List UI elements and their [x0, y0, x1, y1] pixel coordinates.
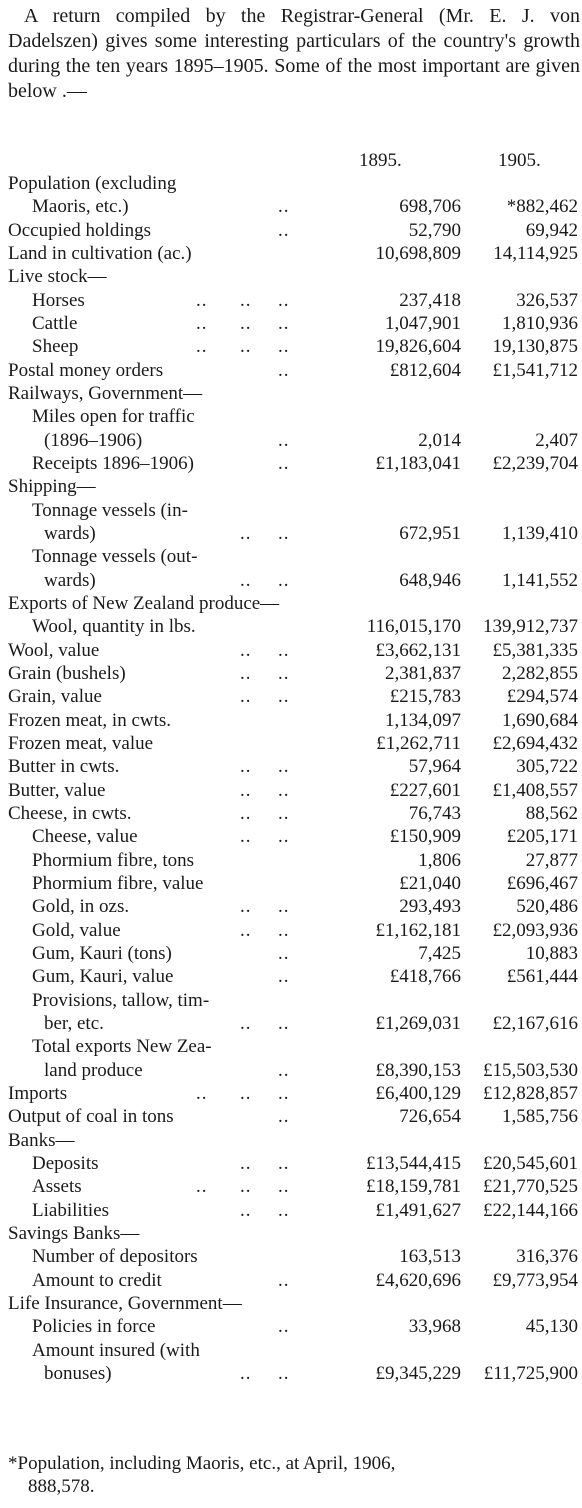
row-label: Policies in force — [32, 1316, 156, 1338]
row-label: Live stock— — [8, 266, 107, 288]
row-label: Butter in cwts. — [8, 756, 120, 778]
value-1905: £2,694,432 — [492, 732, 578, 754]
value-1905: 316,376 — [516, 1246, 578, 1268]
column-header-1895: 1895. — [359, 150, 402, 171]
table-row — [0, 919, 582, 943]
value-1905: 305,722 — [516, 756, 578, 778]
row-label: Provisions, tallow, tim- — [32, 989, 210, 1011]
row-label: Banks— — [8, 1129, 75, 1151]
table-row — [0, 779, 582, 803]
leader-dots: .. — [278, 1176, 290, 1198]
value-1905: £2,093,936 — [492, 919, 578, 941]
value-1895: £8,390,153 — [375, 1059, 461, 1081]
table-row — [0, 265, 582, 289]
row-label: Receipts 1896–1906) — [32, 452, 195, 474]
value-1905: 19,130,875 — [492, 336, 578, 358]
table-row — [0, 172, 582, 196]
value-1905: £696,467 — [506, 872, 578, 894]
value-1905: *882,462 — [506, 196, 578, 218]
row-label: wards) — [44, 569, 96, 591]
value-1905: 520,486 — [516, 896, 578, 918]
row-label: Total exports New Zea- — [32, 1036, 212, 1058]
leader-dots: .. — [240, 312, 252, 334]
leader-dots: .. — [278, 1269, 290, 1291]
value-1905: 1,139,410 — [502, 522, 578, 544]
row-label: land produce — [44, 1059, 143, 1081]
table-row — [0, 312, 582, 336]
value-1895: 1,047,901 — [385, 312, 461, 334]
value-1905: 326,537 — [516, 289, 578, 311]
row-label: Deposits — [32, 1152, 99, 1174]
value-1895: 698,706 — [399, 196, 461, 218]
leader-dots: .. — [278, 1152, 290, 1174]
leader-dots: .. — [196, 312, 208, 334]
leader-dots: .. — [278, 942, 290, 964]
table-row — [0, 615, 582, 639]
value-1905: 1,690,684 — [502, 709, 578, 731]
table-row — [0, 592, 582, 616]
table-row — [0, 965, 582, 989]
leader-dots: .. — [196, 1082, 208, 1104]
row-label: Grain, value — [8, 686, 102, 708]
value-1905: 2,407 — [535, 429, 578, 451]
row-label: Cheese, value — [32, 826, 138, 848]
row-label: Population (excluding — [8, 173, 177, 194]
value-1895: £1,162,181 — [375, 919, 461, 941]
leader-dots: .. — [240, 336, 252, 358]
row-label: Tonnage vessels (out- — [32, 546, 198, 568]
intro-paragraph — [8, 4, 580, 104]
leader-dots: .. — [240, 826, 252, 848]
leader-dots: .. — [240, 779, 252, 801]
leader-dots: .. — [278, 1199, 290, 1221]
table-row — [0, 1129, 582, 1153]
value-1905: 10,883 — [525, 942, 578, 964]
row-label: Butter, value — [8, 779, 106, 801]
value-1905: 2,282,855 — [502, 662, 578, 684]
value-1895: £1,262,711 — [376, 732, 461, 754]
value-1895: £227,601 — [389, 779, 461, 801]
value-1895: £18,159,781 — [366, 1176, 461, 1198]
value-1895: 1,806 — [418, 849, 461, 871]
value-1905: £22,144,166 — [483, 1199, 578, 1221]
table-row — [0, 382, 582, 406]
leader-dots: .. — [196, 336, 208, 358]
table-row — [0, 709, 582, 733]
value-1895: 163,513 — [399, 1246, 461, 1268]
value-1895: 33,968 — [408, 1316, 461, 1338]
row-label: Imports — [8, 1082, 68, 1104]
table-row — [0, 1292, 582, 1316]
leader-dots: .. — [196, 289, 208, 311]
leader-dots: .. — [278, 1012, 290, 1034]
leader-dots: .. — [240, 569, 252, 591]
value-1895: 52,790 — [408, 219, 461, 241]
leader-dots: .. — [240, 522, 252, 544]
table-row — [0, 289, 582, 313]
value-1895: £4,620,696 — [375, 1269, 461, 1291]
table-row — [0, 335, 582, 359]
table-row — [0, 872, 582, 896]
row-label: Phormium fibre, tons — [32, 849, 195, 871]
row-label: Gum, Kauri (tons) — [32, 942, 172, 964]
row-label: Amount to credit — [32, 1269, 162, 1291]
row-label: Cattle — [32, 312, 78, 334]
leader-dots: .. — [240, 1176, 252, 1198]
value-1905: £1,408,557 — [492, 779, 578, 801]
value-1895: 10,698,809 — [375, 242, 461, 264]
leader-dots: .. — [240, 1199, 252, 1221]
row-label: Frozen meat, value — [8, 732, 154, 754]
row-label: wards) — [44, 522, 96, 544]
table-row — [0, 662, 582, 686]
leader-dots: .. — [278, 429, 290, 451]
intro-text: A return compiled by the Registrar-General (Mr. E. J. von Dadelszen) gives some interesting particulars of the country's growth during the ten years 1895–1905. Some of the most important are given below .— — [8, 5, 580, 102]
table-row — [0, 499, 582, 523]
value-1895: £3,662,131 — [375, 639, 461, 661]
row-label: Amount insured (with — [32, 1339, 200, 1361]
leader-dots: .. — [278, 1316, 290, 1338]
leader-dots: .. — [196, 1176, 208, 1198]
table-row — [0, 452, 582, 476]
leader-dots: .. — [240, 1082, 252, 1104]
row-label: (1896–1906) — [44, 429, 143, 451]
table-row — [0, 429, 582, 453]
row-label: Exports of New Zealand produce— — [8, 592, 280, 614]
leader-dots: .. — [278, 802, 290, 824]
leader-dots: .. — [240, 919, 252, 941]
value-1905: 1,141,552 — [502, 569, 578, 591]
value-1895: 19,826,604 — [375, 336, 461, 358]
row-label: Railways, Government— — [8, 382, 203, 404]
value-1895: £215,783 — [389, 686, 461, 708]
value-1905: 1,810,936 — [502, 312, 578, 334]
value-1895: £812,604 — [389, 359, 461, 381]
leader-dots: .. — [278, 289, 290, 311]
value-1905: 27,877 — [525, 849, 578, 871]
row-label: Savings Banks— — [8, 1222, 140, 1244]
table-row — [0, 1269, 582, 1293]
value-1895: 237,418 — [399, 289, 461, 311]
value-1905: £5,381,335 — [492, 639, 578, 661]
table-row — [0, 732, 582, 756]
table-row — [0, 1315, 582, 1339]
row-label: ber, etc. — [44, 1012, 104, 1034]
leader-dots: .. — [278, 966, 290, 988]
table-row — [0, 685, 582, 709]
row-label: Cheese, in cwts. — [8, 802, 132, 824]
row-label: Number of depositors — [32, 1246, 198, 1268]
leader-dots: .. — [278, 1059, 290, 1081]
table-row — [0, 989, 582, 1013]
leader-dots: .. — [278, 359, 290, 381]
leader-dots: .. — [240, 639, 252, 661]
leader-dots: .. — [278, 312, 290, 334]
row-label: bonuses) — [44, 1362, 112, 1384]
table-row — [0, 1199, 582, 1223]
table-row — [0, 569, 582, 593]
table-row — [0, 1082, 582, 1106]
row-label: Tonnage vessels (in- — [32, 499, 188, 521]
value-1905: £2,167,616 — [492, 1012, 578, 1034]
value-1905: £21,770,525 — [483, 1176, 578, 1198]
value-1895: £1,183,041 — [375, 452, 461, 474]
leader-dots: .. — [278, 196, 290, 218]
leader-dots: .. — [278, 522, 290, 544]
row-label: Maoris, etc.) — [32, 196, 129, 218]
row-label: Life Insurance, Government— — [8, 1292, 242, 1314]
value-1905: £294,574 — [506, 686, 578, 708]
table-row — [0, 405, 582, 429]
value-1895: 116,015,170 — [366, 616, 461, 638]
value-1905: 45,130 — [525, 1316, 578, 1338]
footnote-line-1: *Population, including Maoris, etc., at April, 1906, — [8, 1453, 396, 1474]
value-1895: £1,491,627 — [375, 1199, 461, 1221]
row-label: Miles open for traffic — [32, 406, 195, 428]
table-row — [0, 1035, 582, 1059]
table-row — [0, 545, 582, 569]
row-label: Gold, value — [32, 919, 121, 941]
value-1905: £1,541,712 — [492, 359, 578, 381]
leader-dots: .. — [278, 826, 290, 848]
leader-dots: .. — [240, 686, 252, 708]
value-1895: 76,743 — [408, 802, 461, 824]
value-1895: £1,269,031 — [375, 1012, 461, 1034]
footnote — [8, 1452, 580, 1498]
value-1895: 57,964 — [408, 756, 461, 778]
table-row — [0, 522, 582, 546]
footnote-line-2: 888,578. — [28, 1476, 95, 1497]
row-label: Occupied holdings — [8, 219, 152, 241]
table-row — [0, 849, 582, 873]
value-1905: 69,942 — [525, 219, 578, 241]
table-row — [0, 1152, 582, 1176]
table-row — [0, 475, 582, 499]
leader-dots: .. — [240, 756, 252, 778]
value-1905: £9,773,954 — [492, 1269, 578, 1291]
leader-dots: .. — [278, 569, 290, 591]
leader-dots: .. — [240, 289, 252, 311]
value-1895: £6,400,129 — [375, 1082, 461, 1104]
column-header-1905: 1905. — [498, 150, 541, 171]
table-row — [0, 825, 582, 849]
value-1905: 88,562 — [525, 802, 578, 824]
value-1895: 1,134,097 — [385, 709, 461, 731]
leader-dots: .. — [278, 219, 290, 241]
leader-dots: .. — [240, 802, 252, 824]
row-label: Wool, quantity in lbs. — [32, 616, 196, 638]
leader-dots: .. — [240, 662, 252, 684]
row-label: Land in cultivation (ac.) — [8, 242, 192, 264]
row-label: Shipping— — [8, 476, 96, 498]
leader-dots: .. — [278, 919, 290, 941]
value-1895: 2,014 — [418, 429, 461, 451]
row-label: Sheep — [32, 336, 79, 358]
leader-dots: .. — [240, 1152, 252, 1174]
table-row — [0, 1012, 582, 1036]
row-label: Assets — [32, 1176, 82, 1198]
leader-dots: .. — [240, 896, 252, 918]
leader-dots: .. — [278, 686, 290, 708]
leader-dots: .. — [278, 1362, 290, 1384]
value-1895: £9,345,229 — [375, 1362, 461, 1384]
value-1895: 726,654 — [399, 1106, 461, 1128]
value-1905: 1,585,756 — [502, 1106, 578, 1128]
leader-dots: .. — [278, 662, 290, 684]
value-1905: 14,114,925 — [493, 242, 578, 264]
table-row — [0, 755, 582, 779]
leader-dots: .. — [278, 896, 290, 918]
leader-dots: .. — [278, 336, 290, 358]
value-1905: £11,725,900 — [483, 1362, 578, 1384]
value-1905: £561,444 — [506, 966, 578, 988]
value-1895: £418,766 — [389, 966, 461, 988]
leader-dots: .. — [278, 639, 290, 661]
table-row — [0, 1059, 582, 1083]
value-1905: £15,503,530 — [483, 1059, 578, 1081]
value-1905: £20,545,601 — [483, 1152, 578, 1174]
table-row — [0, 942, 582, 966]
row-label: Phormium fibre, value — [32, 872, 204, 894]
table-row — [0, 1105, 582, 1129]
table-row — [0, 639, 582, 663]
table-row — [0, 242, 582, 266]
value-1905: £12,828,857 — [483, 1082, 578, 1104]
value-1895: £150,909 — [389, 826, 461, 848]
row-label: Liabilities — [32, 1199, 110, 1221]
value-1895: 672,951 — [399, 522, 461, 544]
row-label: Frozen meat, in cwts. — [8, 709, 172, 731]
table-row — [0, 219, 582, 243]
row-label: Wool, value — [8, 639, 100, 661]
value-1895: 2,381,837 — [385, 662, 461, 684]
table-row — [0, 802, 582, 826]
leader-dots: .. — [240, 1012, 252, 1034]
table-row — [0, 195, 582, 219]
table-row — [0, 895, 582, 919]
value-1905: £205,171 — [506, 826, 578, 848]
leader-dots: .. — [278, 1082, 290, 1104]
table-row — [0, 1362, 582, 1386]
row-label: Gum, Kauri, value — [32, 966, 174, 988]
table-row — [0, 1175, 582, 1199]
leader-dots: .. — [278, 756, 290, 778]
value-1905: £2,239,704 — [492, 452, 578, 474]
leader-dots: .. — [278, 779, 290, 801]
leader-dots: .. — [240, 1362, 252, 1384]
leader-dots: .. — [278, 1106, 290, 1128]
row-label: Output of coal in tons — [8, 1106, 174, 1128]
table-row — [0, 1222, 582, 1246]
leader-dots: .. — [278, 452, 290, 474]
table-row — [0, 359, 582, 383]
value-1895: 7,425 — [418, 942, 461, 964]
row-label: Postal money orders — [8, 359, 164, 381]
table-row — [0, 1339, 582, 1363]
value-1895: £21,040 — [399, 872, 461, 894]
value-1895: 648,946 — [399, 569, 461, 591]
value-1895: 293,493 — [399, 896, 461, 918]
row-label: Horses — [32, 289, 85, 311]
row-label: Grain (bushels) — [8, 662, 126, 684]
table-row — [0, 1245, 582, 1269]
value-1905: 139,912,737 — [483, 616, 578, 638]
row-label: Gold, in ozs. — [32, 896, 130, 918]
value-1895: £13,544,415 — [366, 1152, 461, 1174]
